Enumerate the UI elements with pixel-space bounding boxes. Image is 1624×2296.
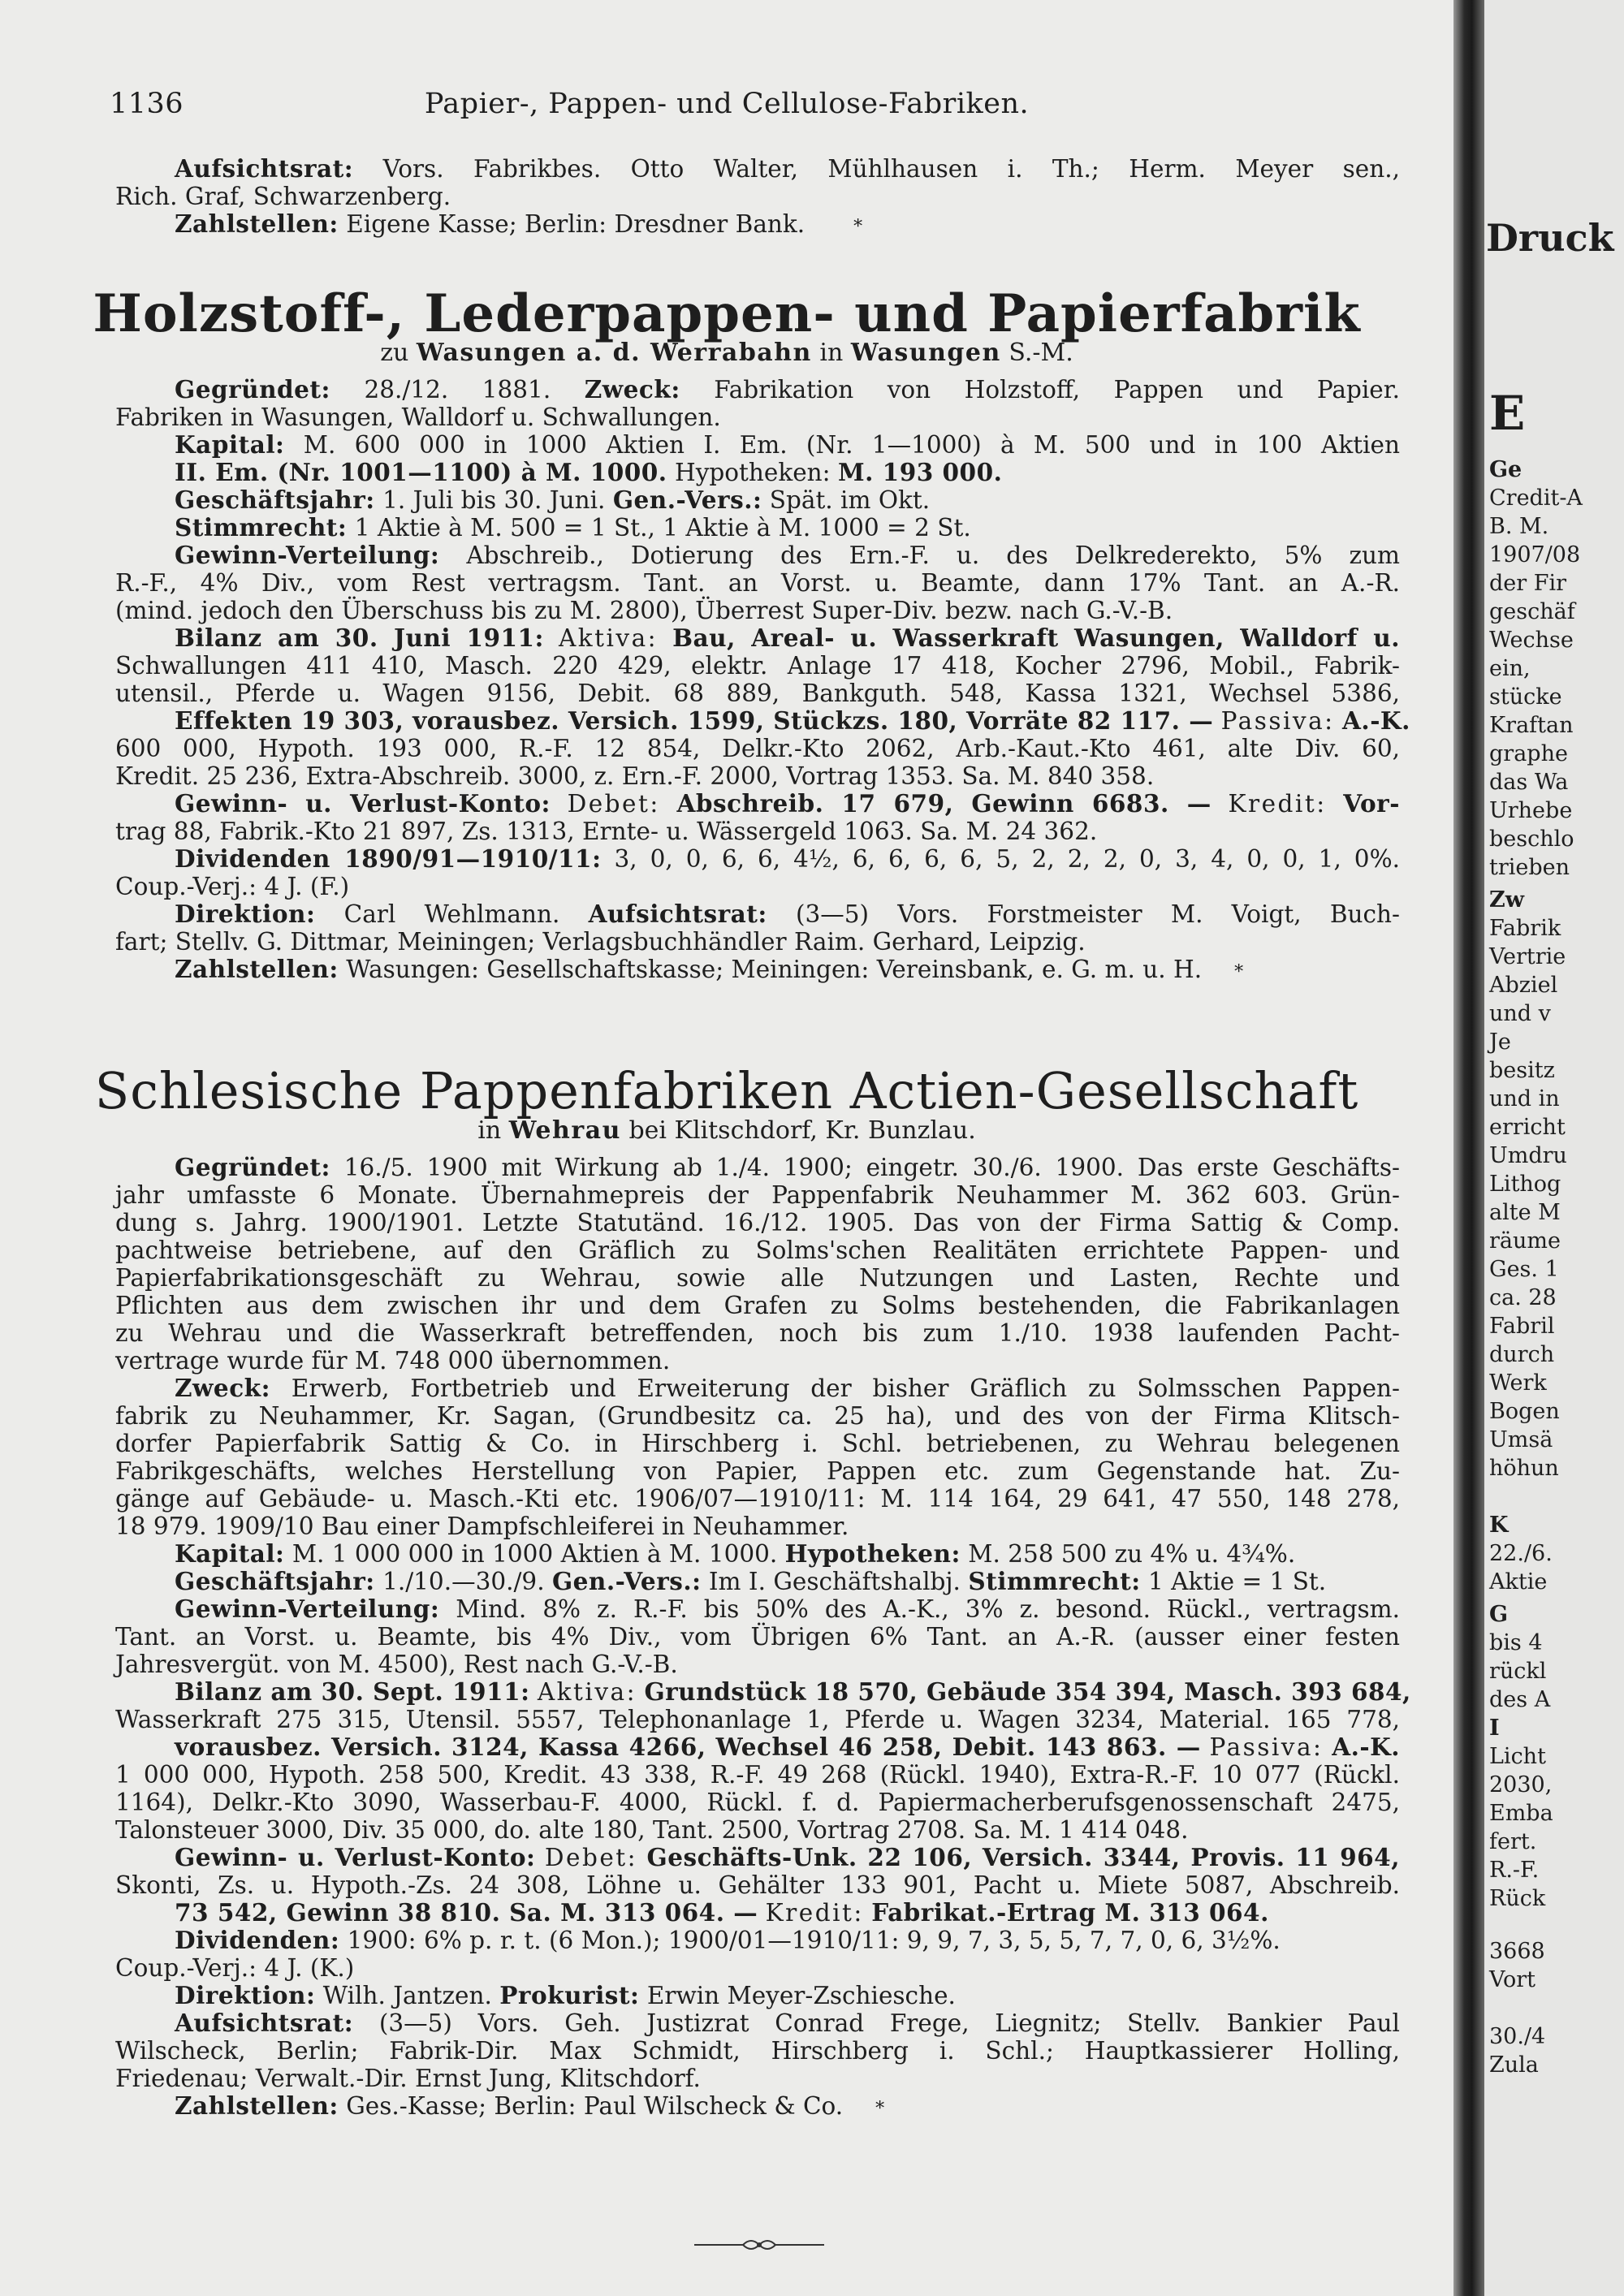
right-page-fragment: alte M (1489, 1200, 1561, 1225)
field-text: 1. Juli bis 30. Juni. (382, 486, 606, 514)
prev-aufsichtsrat-line-1 (175, 155, 1400, 183)
entry2-title: Schlesische Pappenfabriken Actien-Gesellschaft (94, 1061, 1359, 1120)
subtitle-town: Wasungen (850, 339, 1001, 367)
entry2-line: Papierfabrikationsgeschäft zu Wehrau, sowie alle Nutzungen und Lasten, Rechte und (115, 1264, 1400, 1292)
entry1-subtitle (0, 341, 1453, 365)
entry2-line: Tant. an Vorst. u. Beamte, bis 4% Div., vom Übrigen 6% Tant. an A.-R. (ausser einer festen (115, 1623, 1400, 1651)
right-page-fragment: durch (1489, 1342, 1555, 1367)
entry2-line (175, 2009, 1400, 2037)
right-page-fragment: Ges. 1 (1489, 1257, 1559, 1282)
right-page-fragment: Credit-A (1489, 486, 1583, 511)
right-page-fragment: Druck (1486, 216, 1614, 260)
right-page-fragment: 3668 (1489, 1939, 1545, 1964)
entry2-line: Pflichten aus dem zwischen ihr und dem Grafen zu Solms bestehenden, die Fabrikanlagen (115, 1292, 1400, 1319)
right-page-fragment: Licht (1489, 1744, 1546, 1769)
entry1-line: 600 000, Hypoth. 193 000, R.-F. 12 854, Delkr.-Kto 2062, Arb.-Kaut.-Kto 461, alte Div. 60, (115, 735, 1400, 762)
entry2-line (175, 1982, 1400, 2009)
entry-end-mark: * (853, 217, 863, 237)
entry1-line (175, 790, 1400, 818)
entry2-line: dorfer Papierfabrik Sattig & Co. in Hirschberg i. Schl. betriebenen, zu Wehrau belegenen (115, 1430, 1400, 1457)
field-label: Zahlstellen: (175, 2091, 339, 2120)
entry2-line: dung s. Jahrg. 1900/1901. Letzte Statutänd. 16./12. 1905. Das von der Firma Sattig & Comp. (115, 1209, 1400, 1236)
entry2-line: 1 000 000, Hypoth. 258 500, Kredit. 43 338, R.-F. 49 268 (Rückl. 1940), Extra-R.-F. 10 077 (Rückl. (115, 1761, 1400, 1789)
entry2-line (175, 1375, 1400, 1402)
right-page-fragment: Vort (1489, 1967, 1536, 1992)
entry2-line (175, 1540, 1400, 1568)
entry2-line: Wilscheck, Berlin; Fabrik-Dir. Max Schmidt, Hirschberg i. Schl.; Hauptkassierer Holling, (115, 2037, 1400, 2065)
field-label: Bilanz am 30. Sept. 1911: (175, 1677, 530, 1706)
field-label: Gewinn- u. Verlust-Konto: (175, 789, 551, 818)
right-page-fragment: Bogen (1489, 1399, 1560, 1424)
right-page-fragment: und v (1489, 1001, 1551, 1026)
entry2-line (175, 1595, 1400, 1623)
right-page-fragment: Emba (1489, 1801, 1553, 1826)
field-label: Abschreib. 17 679, Gewinn 6683. — (676, 789, 1212, 818)
subtitle-pre: zu (380, 339, 409, 367)
right-page-fragment: der Fir (1489, 571, 1567, 596)
field-label: Bau, Areal- u. Wasserkraft Wasungen, Walldorf u. (672, 624, 1400, 652)
field-text: Fabrikation von Holzstoff, Pappen und Papier. (714, 376, 1400, 404)
right-page-fragment: räume (1489, 1228, 1561, 1254)
right-page-fragment: 30./4 (1489, 2024, 1546, 2049)
field-label: Dividenden 1890/91—1910/11: (175, 844, 602, 873)
field-text: Ges.-Kasse; Berlin: Paul Wilscheck & Co. (346, 2092, 844, 2120)
field-text: Hypotheken: (674, 459, 831, 486)
field-text: Erwin Meyer-Zschiesche. (646, 1982, 956, 2009)
field-label: Gewinn-Verteilung: (175, 1595, 440, 1623)
field-text: Erwerb, Fortbetrieb und Erweiterung der bisher Gräflich zu Solmsschen Pappen- (291, 1375, 1400, 1402)
field-label: Zweck: (584, 375, 680, 404)
field-label: Gen.-Vers.: (551, 1567, 702, 1595)
entry2-line: Friedenau; Verwalt.-Dir. Ernst Jung, Klitschdorf. (115, 2065, 701, 2092)
field-label: Geschäftsjahr: (175, 1567, 375, 1595)
entry-end-mark: * (875, 2099, 885, 2119)
entry2-line (175, 1677, 1411, 1706)
field-text: Aktiva: (558, 624, 659, 652)
prev-aufsichtsrat-line-2: Rich. Graf, Schwarzenberg. (115, 183, 451, 210)
right-page-fragment: K (1489, 1513, 1509, 1538)
field-label: Effekten 19 303, vorausbez. Versich. 1599, Stückzs. 180, Vorräte 82 117. — (175, 706, 1214, 735)
field-text: Kredit: (765, 1899, 864, 1927)
entry1-line: trag 88, Fabrik.-Kto 21 897, Zs. 1313, Ernte- u. Wässergeld 1063. Sa. M. 24 362. (115, 818, 1098, 845)
field-text: 3, 0, 0, 6, 6, 4½, 6, 6, 6, 6, 5, 2, 2, 2, 0, 3, 4, 0, 0, 1, 0%. (614, 845, 1400, 873)
right-page-fragment: ca. 28 (1489, 1285, 1557, 1310)
end-ornament (694, 2237, 824, 2253)
field-label: Aufsichtsrat: (175, 2009, 354, 2037)
field-text: 28./12. 1881. (364, 376, 551, 404)
right-page-fragment: 2030, (1489, 1772, 1553, 1798)
right-page-fragment: rückl (1489, 1659, 1547, 1684)
field-label: Direktion: (175, 1981, 316, 2009)
field-label: Direktion: (175, 900, 316, 928)
entry2-line: 18 979. 1909/10 Bau einer Dampfschleiferei in Neuhammer. (115, 1513, 849, 1540)
field-label: Kapital: (175, 430, 285, 459)
entry2-line (175, 1927, 1400, 1954)
field-label: Grundstück 18 570, Gebäude 354 394, Masch. 393 684, (644, 1677, 1411, 1706)
subtitle-pre: in (477, 1116, 502, 1145)
right-page-fragment: höhun (1489, 1456, 1559, 1481)
field-label: Stimmrecht: (175, 513, 348, 542)
field-text: M. 600 000 in 1000 Aktien I. Em. (Nr. 1—1000) à M. 500 und in 100 Aktien (303, 431, 1400, 459)
entry1-line (175, 624, 1400, 652)
right-page-fragment: B. M. (1489, 514, 1549, 539)
field-text: Kredit: (1228, 790, 1327, 818)
text: Vors. Fabrikbes. Otto Walter, Mühlhausen i. Th.; Herm. Meyer sen., (382, 155, 1400, 183)
right-page-fragment: Je (1489, 1029, 1511, 1055)
field-text: M. 258 500 zu 4% u. 4¾%. (968, 1540, 1296, 1568)
right-page-edge (1484, 0, 1624, 2296)
right-page-fragment: und in (1489, 1086, 1560, 1111)
right-page-fragment: besitz (1489, 1058, 1555, 1083)
entry2-line: Wasserkraft 275 315, Utensil. 5557, Telephonanlage 1, Pferde u. Wagen 3234, Material. 165 778, (115, 1706, 1400, 1733)
subtitle-place: Wehrau (508, 1116, 621, 1145)
field-text: (3—5) Vors. Forstmeister M. Voigt, Buch- (796, 900, 1400, 928)
entry1-line: R.-F., 4% Div., vom Rest vertragsm. Tant. an Vorst. u. Beamte, dann 17% Tant. an A.-R. (115, 569, 1400, 597)
right-page-fragment: Aktie (1489, 1569, 1548, 1595)
entry1-line: Fabriken in Wasungen, Walldorf u. Schwallungen. (115, 404, 721, 431)
right-page-fragment: Fabrik (1489, 916, 1561, 941)
right-page-fragment: Zula (1489, 2052, 1539, 2078)
entry1-line (175, 956, 1400, 986)
entry1-line: Kredit. 25 236, Extra-Abschreib. 3000, z. Ern.-F. 2000, Vortrag 1353. Sa. M. 840 358. (115, 762, 1155, 790)
right-page-fragment: Kraftan (1489, 713, 1574, 738)
entry2-line (175, 2092, 1400, 2123)
entry1-line (175, 706, 1410, 735)
right-page-fragment: Umdru (1489, 1143, 1567, 1168)
entry1-line (175, 486, 1400, 514)
field-label: Bilanz am 30. Juni 1911: (175, 624, 544, 652)
entry1-title: Holzstoff-, Lederpappen- und Papierfabrik (93, 283, 1361, 344)
field-text: Wilh. Jantzen. (322, 1982, 492, 2009)
field-label: Gen.-Vers.: (612, 486, 762, 514)
entry1-line (175, 376, 1400, 404)
field-label: Geschäfts-Unk. 22 106, Versich. 3344, Provis. 11 964, (646, 1843, 1400, 1871)
right-page-fragment: Urhebe (1489, 798, 1573, 823)
field-label: 73 542, Gewinn 38 810. Sa. M. 313 064. — (175, 1898, 758, 1927)
field-text: Carl Wehlmann. (343, 900, 560, 928)
right-page-fragment: Ge (1489, 457, 1522, 482)
right-page-fragment: I (1489, 1716, 1500, 1741)
right-page-fragment: Fabril (1489, 1314, 1555, 1339)
entry1-line: (mind. jedoch den Überschuss bis zu M. 2800), Überrest Super-Div. bezw. nach G.-V.-B. (115, 597, 1173, 624)
field-text: Abschreib., Dotierung des Ern.-F. u. des Delkrederekto, 5% zum (466, 542, 1400, 569)
entry1-line (175, 459, 1400, 486)
right-page-fragment: Rück (1489, 1886, 1546, 1911)
entry2-line: Fabrikgeschäfts, welches Herstellung von Papier, Pappen etc. zum Gegenstande hat. Zu- (115, 1457, 1400, 1485)
field-text: Passiva: (1209, 1733, 1324, 1761)
field-text: (3—5) Vors. Geh. Justizrat Conrad Frege, Liegnitz; Stellv. Bankier Paul (378, 2009, 1400, 2037)
field-label: Dividenden: (175, 1926, 340, 1954)
entry2-line: Skonti, Zs. u. Hypoth.-Zs. 24 308, Löhne u. Gehälter 133 901, Pacht u. Miete 5087, Abschreib. (115, 1871, 1400, 1899)
entry2-line: Talonsteuer 3000, Div. 35 000, do. alte 180, Tant. 2500, Vortrag 2708. Sa. M. 1 414 048. (115, 1816, 1189, 1844)
field-label: Gewinn- u. Verlust-Konto: (175, 1843, 536, 1871)
field-label: Vor- (1343, 789, 1400, 818)
entry1-line: Coup.-Verj.: 4 J. (F.) (115, 873, 350, 900)
right-page-fragment: R.-F. (1489, 1858, 1540, 1883)
field-text: Wasungen: Gesellschaftskasse; Meiningen: Vereinsbank, e. G. m. u. H. (346, 956, 1203, 983)
field-label: A.-K. (1342, 706, 1410, 735)
field-label: Fabrikat.-Ertrag M. 313 064. (871, 1898, 1269, 1927)
entry2-line (175, 1844, 1400, 1871)
field-text: Debet: (544, 1844, 638, 1871)
right-page-fragment: des A (1489, 1687, 1551, 1712)
field-text: 16./5. 1900 mit Wirkung ab 1./4. 1900; eingetr. 30./6. 1900. Das erste Geschäfts- (343, 1154, 1400, 1181)
right-page-fragment: geschäf (1489, 599, 1575, 624)
field-label: A.-K. (1332, 1733, 1400, 1761)
field-text: Mind. 8% z. R.-F. bis 50% des A.-K., 3% z. besond. Rückl., vertragsm. (456, 1595, 1400, 1623)
field-label: Zweck: (175, 1374, 270, 1402)
entry2-line: 1164), Delkr.-Kto 3090, Wasserbau-F. 4000, Rückl. f. d. Papiermacherberufsgenossenschaft 2475, (115, 1789, 1400, 1816)
field-text: M. 1 000 000 in 1000 Aktien à M. 1000. (292, 1540, 778, 1568)
right-page-fragment: das Wa (1489, 770, 1569, 795)
field-label: Zahlstellen: (175, 955, 339, 983)
field-label: Gegründet: (175, 375, 330, 404)
entry2-line: jahr umfasste 6 Monate. Übernahmepreis der Pappenfabrik Neuhammer M. 362 603. Grün- (115, 1181, 1400, 1209)
right-page-fragment: bis 4 (1489, 1630, 1543, 1655)
field-label: Kapital: (175, 1539, 285, 1568)
right-page-fragment: 1907/08 (1489, 542, 1581, 568)
running-title: Papier-, Pappen- und Cellulose-Fabriken. (424, 88, 1030, 120)
field-label: Geschäftsjahr: (175, 486, 375, 514)
page-number: 1136 (110, 88, 184, 120)
entry2-line (175, 1568, 1400, 1595)
field-text: Aktiva: (537, 1678, 637, 1706)
entry2-line (175, 1154, 1400, 1181)
entry1-line: utensil., Pferde u. Wagen 9156, Debit. 68 889, Bankguth. 548, Kassa 1321, Wechsel 5386, (115, 680, 1400, 707)
field-text: Debet: (567, 790, 660, 818)
field-label: Gegründet: (175, 1153, 330, 1181)
entry2-line: Jahresvergüt. von M. 4500), Rest nach G.-V.-B. (115, 1651, 678, 1678)
entry1-line: Schwallungen 411 410, Masch. 220 429, elektr. Anlage 17 418, Kocher 2796, Mobil., Fabrik- (115, 652, 1400, 680)
right-page-fragment: stücke (1489, 684, 1562, 710)
entry2-line (175, 1899, 1400, 1927)
field-label: Prokurist: (499, 1981, 640, 2009)
entry2-line: Coup.-Verj.: 4 J. (K.) (115, 1954, 355, 1982)
right-page-fragment: G (1489, 1602, 1509, 1627)
right-page-fragment: graphe (1489, 741, 1568, 766)
entry2-line (175, 1733, 1400, 1761)
label: Zahlstellen: (175, 209, 339, 238)
label: Aufsichtsrat: (175, 154, 354, 183)
field-text: 1 Aktie = 1 St. (1148, 1568, 1327, 1595)
entry1-line (175, 542, 1400, 569)
field-label: Hypotheken: (784, 1539, 961, 1568)
field-label: Gewinn-Verteilung: (175, 541, 440, 569)
subtitle-mid: in (819, 339, 844, 367)
field-text: Passiva: (1220, 707, 1335, 735)
entry2-line: vertrage wurde für M. 748 000 übernommen. (115, 1347, 671, 1375)
book-gutter (1453, 0, 1484, 2296)
entry2-line: gänge auf Gebäude- u. Masch.-Kti etc. 1906/07—1910/11: M. 114 164, 29 641, 47 550, 148 278, (115, 1485, 1400, 1513)
field-label: M. 193 000. (837, 458, 1003, 486)
entry1-line (175, 514, 1400, 542)
field-label: II. Em. (Nr. 1001—1100) à M. 1000. (175, 458, 667, 486)
field-text: 1 Aktie à M. 500 = 1 St., 1 Aktie à M. 1000 = 2 St. (354, 514, 971, 542)
entry1-line (175, 900, 1400, 928)
entry2-line: fabrik zu Neuhammer, Kr. Sagan, (Grundbesitz ca. 25 ha), und des von der Firma Klitsch- (115, 1402, 1400, 1430)
entry2-subtitle (0, 1116, 1453, 1145)
field-label: Stimmrecht: (968, 1567, 1141, 1595)
right-page-fragment: Umsä (1489, 1427, 1553, 1452)
entry1-line (175, 845, 1400, 873)
field-label: vorausbez. Versich. 3124, Kassa 4266, Wechsel 46 258, Debit. 143 863. — (175, 1733, 1201, 1761)
right-page-fragment: Wechse (1489, 628, 1574, 653)
right-page-fragment: fert. (1489, 1829, 1537, 1854)
entry1-line: fart; Stellv. G. Dittmar, Meiningen; Verlagsbuchhändler Raim. Gerhard, Leipzig. (115, 928, 1086, 956)
entry2-line: zu Wehrau und die Wasserkraft betreffenden, noch bis zum 1./10. 1938 laufenden Pacht- (115, 1319, 1400, 1347)
right-page-fragment: ein, (1489, 656, 1531, 681)
field-text: Spät. im Okt. (769, 486, 931, 514)
right-page-fragment: Abziel (1489, 973, 1558, 998)
right-page-fragment: beschlo (1489, 826, 1574, 852)
right-page-fragment: trieben (1489, 855, 1570, 880)
field-text: 1./10.—30./9. (382, 1568, 545, 1595)
right-page-fragment: erricht (1489, 1115, 1566, 1140)
right-page-fragment: E (1489, 386, 1526, 441)
right-page-fragment: Lithog (1489, 1172, 1561, 1197)
subtitle-post: S.-M. (1009, 339, 1073, 367)
right-page-fragment: Zw (1489, 887, 1524, 913)
entry2-line: pachtweise betriebene, auf den Gräflich zu Solms'schen Realitäten errichtete Pappen- und (115, 1236, 1400, 1264)
right-page-fragment: 22./6. (1489, 1541, 1553, 1566)
prev-zahlstellen-line (175, 210, 1400, 241)
field-text: 1900: 6% p. r. t. (6 Mon.); 1900/01—1910/11: 9, 9, 7, 3, 5, 5, 7, 7, 0, 6, 3½%. (347, 1927, 1281, 1954)
field-text: Im I. Geschäftshalbj. (708, 1568, 961, 1595)
field-label: Aufsichtsrat: (588, 900, 767, 928)
subtitle-place: Wasungen a. d. Werrabahn (416, 339, 812, 367)
entry-end-mark: * (1234, 962, 1244, 982)
right-page-fragment: Vertrie (1489, 944, 1566, 969)
entry1-line (175, 431, 1400, 459)
subtitle-post: bei Klitschdorf, Kr. Bunzlau. (628, 1116, 976, 1145)
text: Eigene Kasse; Berlin: Dresdner Bank. (346, 210, 806, 238)
right-page-fragment: Werk (1489, 1370, 1547, 1396)
